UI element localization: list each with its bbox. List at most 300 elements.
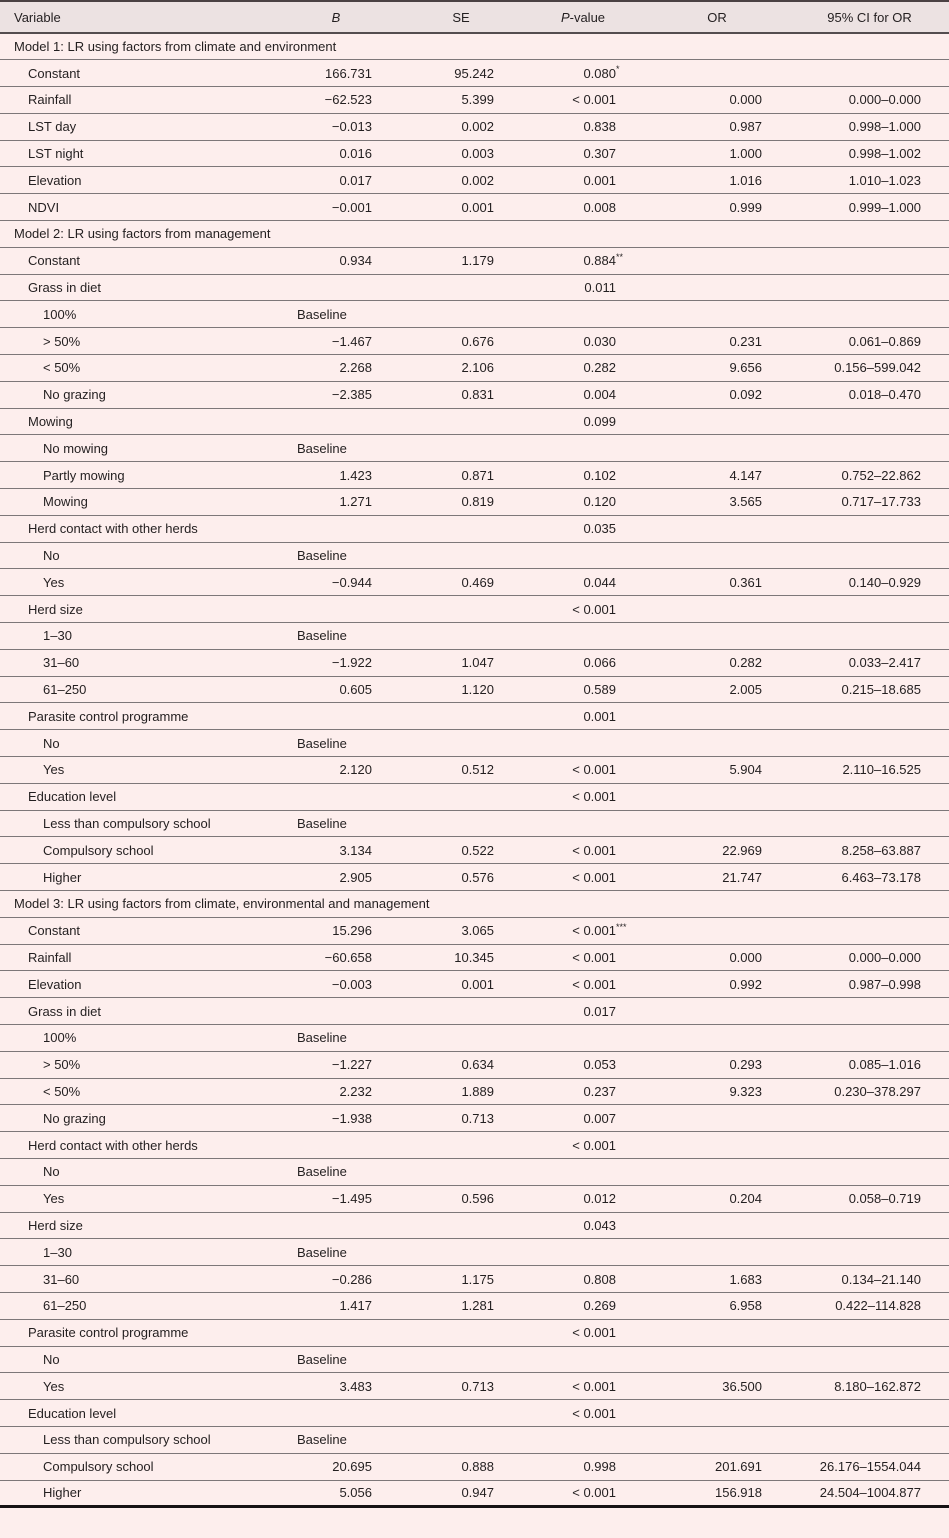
- se-cell: 0.002: [400, 113, 522, 140]
- se-cell: [400, 623, 522, 650]
- b-cell: [272, 1319, 400, 1346]
- variable-cell: 61–250: [0, 676, 272, 703]
- or-cell: [644, 1239, 790, 1266]
- or-cell: [644, 623, 790, 650]
- ci-cell: [790, 1212, 949, 1239]
- or-cell: [644, 1024, 790, 1051]
- b-cell: Baseline: [272, 1024, 400, 1051]
- variable-cell: Parasite control programme: [0, 703, 272, 730]
- ci-cell: 0.998–1.000: [790, 113, 949, 140]
- or-cell: [644, 435, 790, 462]
- se-cell: 0.522: [400, 837, 522, 864]
- ci-cell: 26.176–1554.044: [790, 1453, 949, 1480]
- ci-cell: [790, 60, 949, 87]
- b-cell: −62.523: [272, 87, 400, 114]
- p-value-cell: [522, 1024, 644, 1051]
- b-cell: −0.944: [272, 569, 400, 596]
- ci-cell: 0.230–378.297: [790, 1078, 949, 1105]
- b-cell: Baseline: [272, 730, 400, 757]
- variable-cell: Compulsory school: [0, 1453, 272, 1480]
- or-cell: [644, 783, 790, 810]
- variable-cell: 100%: [0, 1024, 272, 1051]
- se-cell: [400, 998, 522, 1025]
- header-b: [272, 1, 400, 33]
- p-value-cell: [522, 623, 644, 650]
- ci-cell: [790, 515, 949, 542]
- p-value-cell: 0.307: [522, 140, 644, 167]
- variable-cell: > 50%: [0, 1051, 272, 1078]
- p-value-cell: 0.044: [522, 569, 644, 596]
- p-value-cell: 0.001: [522, 167, 644, 194]
- or-cell: 0.987: [644, 113, 790, 140]
- header-se: SE: [400, 1, 522, 33]
- se-cell: 0.831: [400, 381, 522, 408]
- table-body: [0, 33, 949, 1507]
- data-row: [0, 1480, 949, 1507]
- se-cell: 1.120: [400, 676, 522, 703]
- data-row: [0, 1185, 949, 1212]
- b-cell: Baseline: [272, 623, 400, 650]
- or-cell: [644, 998, 790, 1025]
- se-cell: 0.001: [400, 971, 522, 998]
- p-value-cell: 0.102: [522, 462, 644, 489]
- variable-cell: Less than compulsory school: [0, 810, 272, 837]
- section-label: Model 3: LR using factors from climate, environmental and management: [0, 891, 949, 918]
- se-cell: [400, 515, 522, 542]
- ci-cell: 0.215–18.685: [790, 676, 949, 703]
- b-cell: [272, 1400, 400, 1427]
- or-cell: [644, 1426, 790, 1453]
- variable-cell: Herd contact with other herds: [0, 515, 272, 542]
- data-row: [0, 247, 949, 274]
- se-cell: [400, 301, 522, 328]
- or-cell: [644, 917, 790, 944]
- p-value-cell: < 0.001: [522, 757, 644, 784]
- se-cell: [400, 730, 522, 757]
- data-row: [0, 489, 949, 516]
- p-value-cell: 0.001: [522, 703, 644, 730]
- data-row: [0, 730, 949, 757]
- variable-cell: 31–60: [0, 649, 272, 676]
- data-row: [0, 87, 949, 114]
- se-cell: 5.399: [400, 87, 522, 114]
- variable-cell: No: [0, 1346, 272, 1373]
- or-cell: [644, 703, 790, 730]
- or-cell: 9.656: [644, 355, 790, 382]
- or-cell: [644, 810, 790, 837]
- data-row: [0, 1212, 949, 1239]
- variable-cell: No: [0, 542, 272, 569]
- variable-cell: Partly mowing: [0, 462, 272, 489]
- b-cell: Baseline: [272, 810, 400, 837]
- b-cell: −1.922: [272, 649, 400, 676]
- data-row: [0, 757, 949, 784]
- b-cell: 2.232: [272, 1078, 400, 1105]
- b-cell: 166.731: [272, 60, 400, 87]
- ci-cell: [790, 1319, 949, 1346]
- variable-cell: < 50%: [0, 355, 272, 382]
- or-cell: 1.016: [644, 167, 790, 194]
- variable-cell: Yes: [0, 757, 272, 784]
- b-cell: 1.423: [272, 462, 400, 489]
- se-cell: [400, 1400, 522, 1427]
- se-cell: [400, 1346, 522, 1373]
- variable-cell: No grazing: [0, 381, 272, 408]
- variable-cell: No mowing: [0, 435, 272, 462]
- data-row: [0, 1453, 949, 1480]
- se-cell: [400, 1239, 522, 1266]
- variable-cell: 1–30: [0, 1239, 272, 1266]
- data-row: [0, 1400, 949, 1427]
- ci-cell: 2.110–16.525: [790, 757, 949, 784]
- ci-cell: 0.033–2.417: [790, 649, 949, 676]
- p-value-cell: < 0.001***: [522, 917, 644, 944]
- variable-cell: 1–30: [0, 623, 272, 650]
- b-cell: 0.934: [272, 247, 400, 274]
- data-row: [0, 167, 949, 194]
- data-row: [0, 649, 949, 676]
- se-cell: 0.634: [400, 1051, 522, 1078]
- or-cell: [644, 60, 790, 87]
- ci-cell: [790, 998, 949, 1025]
- variable-cell: 31–60: [0, 1266, 272, 1293]
- or-cell: [644, 1400, 790, 1427]
- ci-cell: 0.018–0.470: [790, 381, 949, 408]
- ci-cell: 0.000–0.000: [790, 87, 949, 114]
- p-value-cell: [522, 435, 644, 462]
- b-cell: Baseline: [272, 1239, 400, 1266]
- data-row: [0, 113, 949, 140]
- ci-cell: 0.422–114.828: [790, 1292, 949, 1319]
- data-row: [0, 515, 949, 542]
- p-value-cell: 0.017: [522, 998, 644, 1025]
- or-cell: 0.282: [644, 649, 790, 676]
- data-row: [0, 355, 949, 382]
- p-value-cell: [522, 1426, 644, 1453]
- ci-cell: [790, 1105, 949, 1132]
- or-cell: 201.691: [644, 1453, 790, 1480]
- ci-cell: [790, 1426, 949, 1453]
- p-value-cell: 0.884**: [522, 247, 644, 274]
- p-value-cell: < 0.001: [522, 596, 644, 623]
- section-row: [0, 33, 949, 60]
- ci-cell: 8.258–63.887: [790, 837, 949, 864]
- variable-cell: Elevation: [0, 971, 272, 998]
- data-row: [0, 381, 949, 408]
- se-cell: 0.713: [400, 1373, 522, 1400]
- se-cell: [400, 408, 522, 435]
- data-row: [0, 864, 949, 891]
- or-cell: [644, 1132, 790, 1159]
- p-value-cell: 0.007: [522, 1105, 644, 1132]
- or-cell: [644, 596, 790, 623]
- data-row: [0, 1051, 949, 1078]
- ci-cell: [790, 783, 949, 810]
- data-row: [0, 676, 949, 703]
- header-p-value: [522, 1, 644, 33]
- p-value-cell: 0.011: [522, 274, 644, 301]
- variable-cell: Less than compulsory school: [0, 1426, 272, 1453]
- b-cell: −0.013: [272, 113, 400, 140]
- ci-cell: 6.463–73.178: [790, 864, 949, 891]
- b-cell: [272, 515, 400, 542]
- or-cell: 0.231: [644, 328, 790, 355]
- b-cell: 0.605: [272, 676, 400, 703]
- b-cell: Baseline: [272, 1346, 400, 1373]
- p-value-cell: 0.120: [522, 489, 644, 516]
- data-row: [0, 274, 949, 301]
- variable-cell: Parasite control programme: [0, 1319, 272, 1346]
- variable-cell: No: [0, 1158, 272, 1185]
- variable-cell: Mowing: [0, 408, 272, 435]
- data-row: [0, 462, 949, 489]
- data-row: [0, 194, 949, 221]
- header-ci: 95% CI for OR: [790, 1, 949, 33]
- data-row: [0, 328, 949, 355]
- or-cell: 0.992: [644, 971, 790, 998]
- ci-cell: [790, 1346, 949, 1373]
- p-value-cell: 0.838: [522, 113, 644, 140]
- p-value-cell: < 0.001: [522, 783, 644, 810]
- b-cell: Baseline: [272, 435, 400, 462]
- b-cell: −0.003: [272, 971, 400, 998]
- se-cell: 0.947: [400, 1480, 522, 1507]
- variable-cell: Education level: [0, 1400, 272, 1427]
- se-cell: 1.175: [400, 1266, 522, 1293]
- variable-cell: Grass in diet: [0, 998, 272, 1025]
- variable-cell: < 50%: [0, 1078, 272, 1105]
- p-value-cell: [522, 730, 644, 757]
- section-row: [0, 891, 949, 918]
- se-cell: [400, 1319, 522, 1346]
- b-cell: −1.938: [272, 1105, 400, 1132]
- variable-cell: > 50%: [0, 328, 272, 355]
- p-value-cell: 0.080*: [522, 60, 644, 87]
- se-cell: [400, 1024, 522, 1051]
- ci-cell: [790, 408, 949, 435]
- b-cell: 0.016: [272, 140, 400, 167]
- se-cell: 0.888: [400, 1453, 522, 1480]
- b-cell: 1.271: [272, 489, 400, 516]
- se-cell: [400, 703, 522, 730]
- data-row: [0, 837, 949, 864]
- b-cell: [272, 1212, 400, 1239]
- data-row: [0, 1266, 949, 1293]
- se-cell: 0.713: [400, 1105, 522, 1132]
- se-cell: [400, 435, 522, 462]
- b-cell: 20.695: [272, 1453, 400, 1480]
- se-cell: 0.676: [400, 328, 522, 355]
- se-cell: 0.003: [400, 140, 522, 167]
- ci-cell: 0.156–599.042: [790, 355, 949, 382]
- p-value-cell: 0.269: [522, 1292, 644, 1319]
- se-cell: [400, 1426, 522, 1453]
- section-label: Model 2: LR using factors from management: [0, 221, 949, 248]
- b-cell: Baseline: [272, 301, 400, 328]
- data-row: [0, 1024, 949, 1051]
- b-cell: 0.017: [272, 167, 400, 194]
- b-cell: [272, 408, 400, 435]
- header-row: [0, 1, 949, 33]
- b-cell: [272, 1132, 400, 1159]
- data-row: [0, 435, 949, 462]
- p-value-cell: 0.035: [522, 515, 644, 542]
- se-cell: [400, 810, 522, 837]
- ci-cell: [790, 542, 949, 569]
- data-row: [0, 60, 949, 87]
- variable-cell: LST night: [0, 140, 272, 167]
- b-cell: Baseline: [272, 542, 400, 569]
- b-cell: −1.227: [272, 1051, 400, 1078]
- p-value-cell: < 0.001: [522, 837, 644, 864]
- se-cell: 0.871: [400, 462, 522, 489]
- ci-cell: 0.134–21.140: [790, 1266, 949, 1293]
- variable-cell: Herd size: [0, 596, 272, 623]
- b-cell: [272, 596, 400, 623]
- variable-cell: Yes: [0, 1185, 272, 1212]
- ci-cell: 1.010–1.023: [790, 167, 949, 194]
- ci-cell: 0.140–0.929: [790, 569, 949, 596]
- b-cell: [272, 274, 400, 301]
- or-cell: 22.969: [644, 837, 790, 864]
- se-cell: 0.819: [400, 489, 522, 516]
- data-row: [0, 944, 949, 971]
- se-cell: [400, 542, 522, 569]
- se-cell: 0.001: [400, 194, 522, 221]
- p-value-cell: < 0.001: [522, 1480, 644, 1507]
- p-value-cell: 0.012: [522, 1185, 644, 1212]
- variable-cell: Compulsory school: [0, 837, 272, 864]
- or-cell: 5.904: [644, 757, 790, 784]
- or-cell: 0.000: [644, 87, 790, 114]
- or-cell: [644, 730, 790, 757]
- header-b-label: B: [331, 9, 341, 25]
- or-cell: [644, 247, 790, 274]
- se-cell: 1.179: [400, 247, 522, 274]
- ci-cell: [790, 247, 949, 274]
- data-row: [0, 810, 949, 837]
- ci-cell: [790, 596, 949, 623]
- data-row: [0, 1239, 949, 1266]
- b-cell: Baseline: [272, 1158, 400, 1185]
- p-value-cell: 0.099: [522, 408, 644, 435]
- or-cell: [644, 1212, 790, 1239]
- data-row: [0, 1319, 949, 1346]
- data-row: [0, 301, 949, 328]
- or-cell: 2.005: [644, 676, 790, 703]
- header-p-rest: -value: [569, 9, 606, 25]
- ci-cell: 8.180–162.872: [790, 1373, 949, 1400]
- b-cell: −1.467: [272, 328, 400, 355]
- p-value-cell: < 0.001: [522, 87, 644, 114]
- ci-cell: [790, 703, 949, 730]
- b-cell: 5.056: [272, 1480, 400, 1507]
- data-row: [0, 1078, 949, 1105]
- data-row: [0, 542, 949, 569]
- p-value-cell: [522, 810, 644, 837]
- ci-cell: [790, 435, 949, 462]
- data-row: [0, 1373, 949, 1400]
- data-row: [0, 596, 949, 623]
- or-cell: 9.323: [644, 1078, 790, 1105]
- se-cell: [400, 274, 522, 301]
- variable-cell: 61–250: [0, 1292, 272, 1319]
- ci-cell: [790, 1024, 949, 1051]
- se-cell: [400, 1212, 522, 1239]
- or-cell: 21.747: [644, 864, 790, 891]
- p-value-cell: [522, 1158, 644, 1185]
- p-value-cell: < 0.001: [522, 971, 644, 998]
- p-value-cell: < 0.001: [522, 1400, 644, 1427]
- p-value-cell: [522, 1239, 644, 1266]
- or-cell: 4.147: [644, 462, 790, 489]
- b-cell: 1.417: [272, 1292, 400, 1319]
- header-or: OR: [644, 1, 790, 33]
- table-header: [0, 1, 949, 33]
- b-cell: 15.296: [272, 917, 400, 944]
- ci-cell: 0.998–1.002: [790, 140, 949, 167]
- or-cell: [644, 408, 790, 435]
- b-cell: 2.905: [272, 864, 400, 891]
- b-cell: −0.286: [272, 1266, 400, 1293]
- or-cell: 0.000: [644, 944, 790, 971]
- p-value-cell: 0.998: [522, 1453, 644, 1480]
- se-cell: 1.889: [400, 1078, 522, 1105]
- variable-cell: No: [0, 730, 272, 757]
- p-value-cell: [522, 1346, 644, 1373]
- se-cell: 1.047: [400, 649, 522, 676]
- ci-cell: [790, 730, 949, 757]
- data-row: [0, 703, 949, 730]
- data-row: [0, 408, 949, 435]
- se-cell: 0.002: [400, 167, 522, 194]
- variable-cell: Grass in diet: [0, 274, 272, 301]
- or-cell: 3.565: [644, 489, 790, 516]
- or-cell: [644, 274, 790, 301]
- ci-cell: [790, 810, 949, 837]
- p-value-cell: < 0.001: [522, 1319, 644, 1346]
- se-cell: 10.345: [400, 944, 522, 971]
- se-cell: [400, 783, 522, 810]
- b-cell: [272, 998, 400, 1025]
- section-row: [0, 221, 949, 248]
- data-row: [0, 623, 949, 650]
- variable-cell: Elevation: [0, 167, 272, 194]
- variable-cell: Herd size: [0, 1212, 272, 1239]
- data-row: [0, 971, 949, 998]
- p-value-cell: < 0.001: [522, 864, 644, 891]
- se-cell: 0.596: [400, 1185, 522, 1212]
- p-value-cell: 0.004: [522, 381, 644, 408]
- p-value-cell: 0.282: [522, 355, 644, 382]
- ci-cell: [790, 1158, 949, 1185]
- ci-cell: 0.752–22.862: [790, 462, 949, 489]
- ci-cell: 0.999–1.000: [790, 194, 949, 221]
- or-cell: [644, 542, 790, 569]
- variable-cell: Rainfall: [0, 87, 272, 114]
- data-row: [0, 998, 949, 1025]
- data-row: [0, 569, 949, 596]
- b-cell: −2.385: [272, 381, 400, 408]
- variable-cell: LST day: [0, 113, 272, 140]
- ci-cell: 0.717–17.733: [790, 489, 949, 516]
- p-value-cell: [522, 542, 644, 569]
- data-row: [0, 783, 949, 810]
- data-row: [0, 1426, 949, 1453]
- ci-cell: 0.000–0.000: [790, 944, 949, 971]
- b-cell: −1.495: [272, 1185, 400, 1212]
- or-cell: 0.092: [644, 381, 790, 408]
